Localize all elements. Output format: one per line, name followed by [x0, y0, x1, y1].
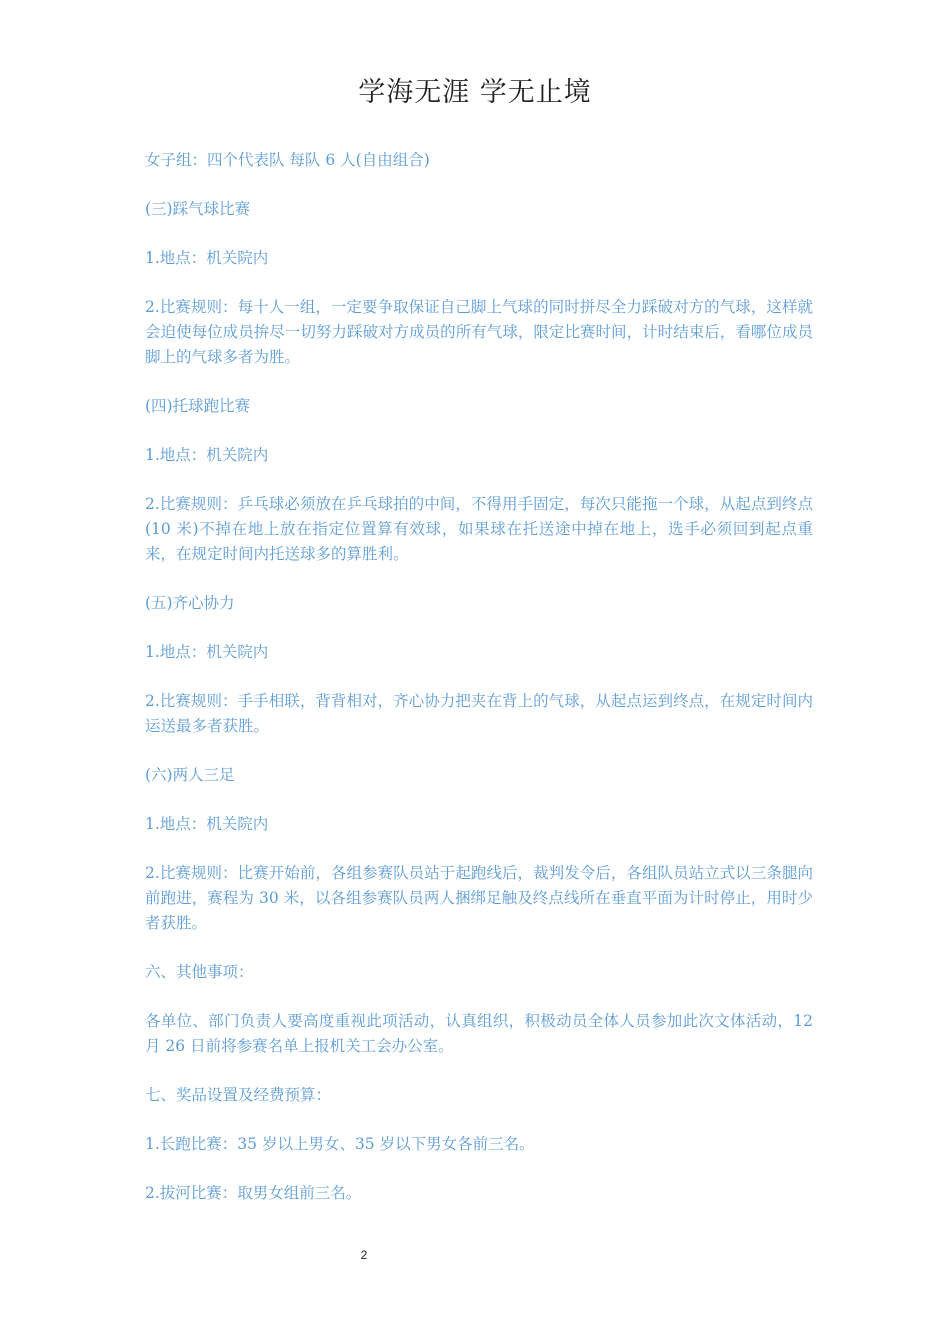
section-heading-ball-carry-race: (四)托球跑比赛 — [145, 397, 251, 415]
paragraph-other-matters: 各单位、部门负责人要高度重视此项活动，认真组织，积极动员全体人员参加此次文体活动，12 月 26 日前将参赛名单上报机关工会办公室。 — [145, 1012, 813, 1055]
paragraph-ball-carry-location: 1.地点：机关院内 — [145, 446, 269, 464]
paragraph-three-legged-rules: 2.比赛规则：比赛开始前，各组参赛队员站于起跑线后，裁判发令后，各组队员站立式以三条腿向前跑进，赛程为 30 米，以各组参赛队员两人捆绑足触及终点线所在垂直平面为计时停止，用时少者获胜。 — [145, 864, 813, 932]
section-heading-three-legged: (六)两人三足 — [145, 766, 235, 784]
paragraph-three-legged-location: 1.地点：机关院内 — [145, 815, 269, 833]
paragraph-ball-carry-rules: 2.比赛规则：乒乓球必须放在乒乓球拍的中间，不得用手固定，每次只能拖一个球，从起点到终点(10 米)不掉在地上放在指定位置算有效球，如果球在托送途中掉在地上，选手必须回到起点重来，在规定时间内托送球多的算胜利。 — [145, 495, 813, 563]
section-heading-balloon-stomp: (三)踩气球比赛 — [145, 200, 251, 218]
paragraph-balloon-location: 1.地点：机关院内 — [145, 249, 269, 267]
paragraph-prize-long-run: 1.长跑比赛：35 岁以上男女、35 岁以下男女各前三名。 — [145, 1135, 535, 1153]
section-heading-other-matters: 六、其他事项： — [145, 963, 254, 981]
paragraph-teamwork-rules: 2.比赛规则：手手相联，背背相对，齐心协力把夹在背上的气球，从起点运到终点，在规定时间内运送最多者获胜。 — [145, 692, 813, 735]
paragraph-women-group: 女子组：四个代表队 每队 6 人(自由组合) — [145, 151, 430, 169]
paragraph-prize-tug-of-war: 2.拔河比赛：取男女组前三名。 — [145, 1184, 362, 1202]
document-body — [145, 148, 813, 1230]
section-heading-teamwork: (五)齐心协力 — [145, 594, 235, 612]
page-number: 2 — [360, 1248, 368, 1262]
paragraph-balloon-rules: 2.比赛规则：每十人一组，一定要争取保证自己脚上气球的同时拼尽全力踩破对方的气球，这样就会迫使每位成员拚尽一切努力踩破对方成员的所有气球，限定比赛时间，计时结束后，看哪位成员脚上的气球多者为胜。 — [145, 298, 813, 366]
section-heading-prizes-budget: 七、奖品设置及经费预算： — [145, 1086, 332, 1104]
paragraph-teamwork-location: 1.地点：机关院内 — [145, 643, 269, 661]
page-header-title: 学海无涯 学无止境 — [358, 77, 592, 108]
